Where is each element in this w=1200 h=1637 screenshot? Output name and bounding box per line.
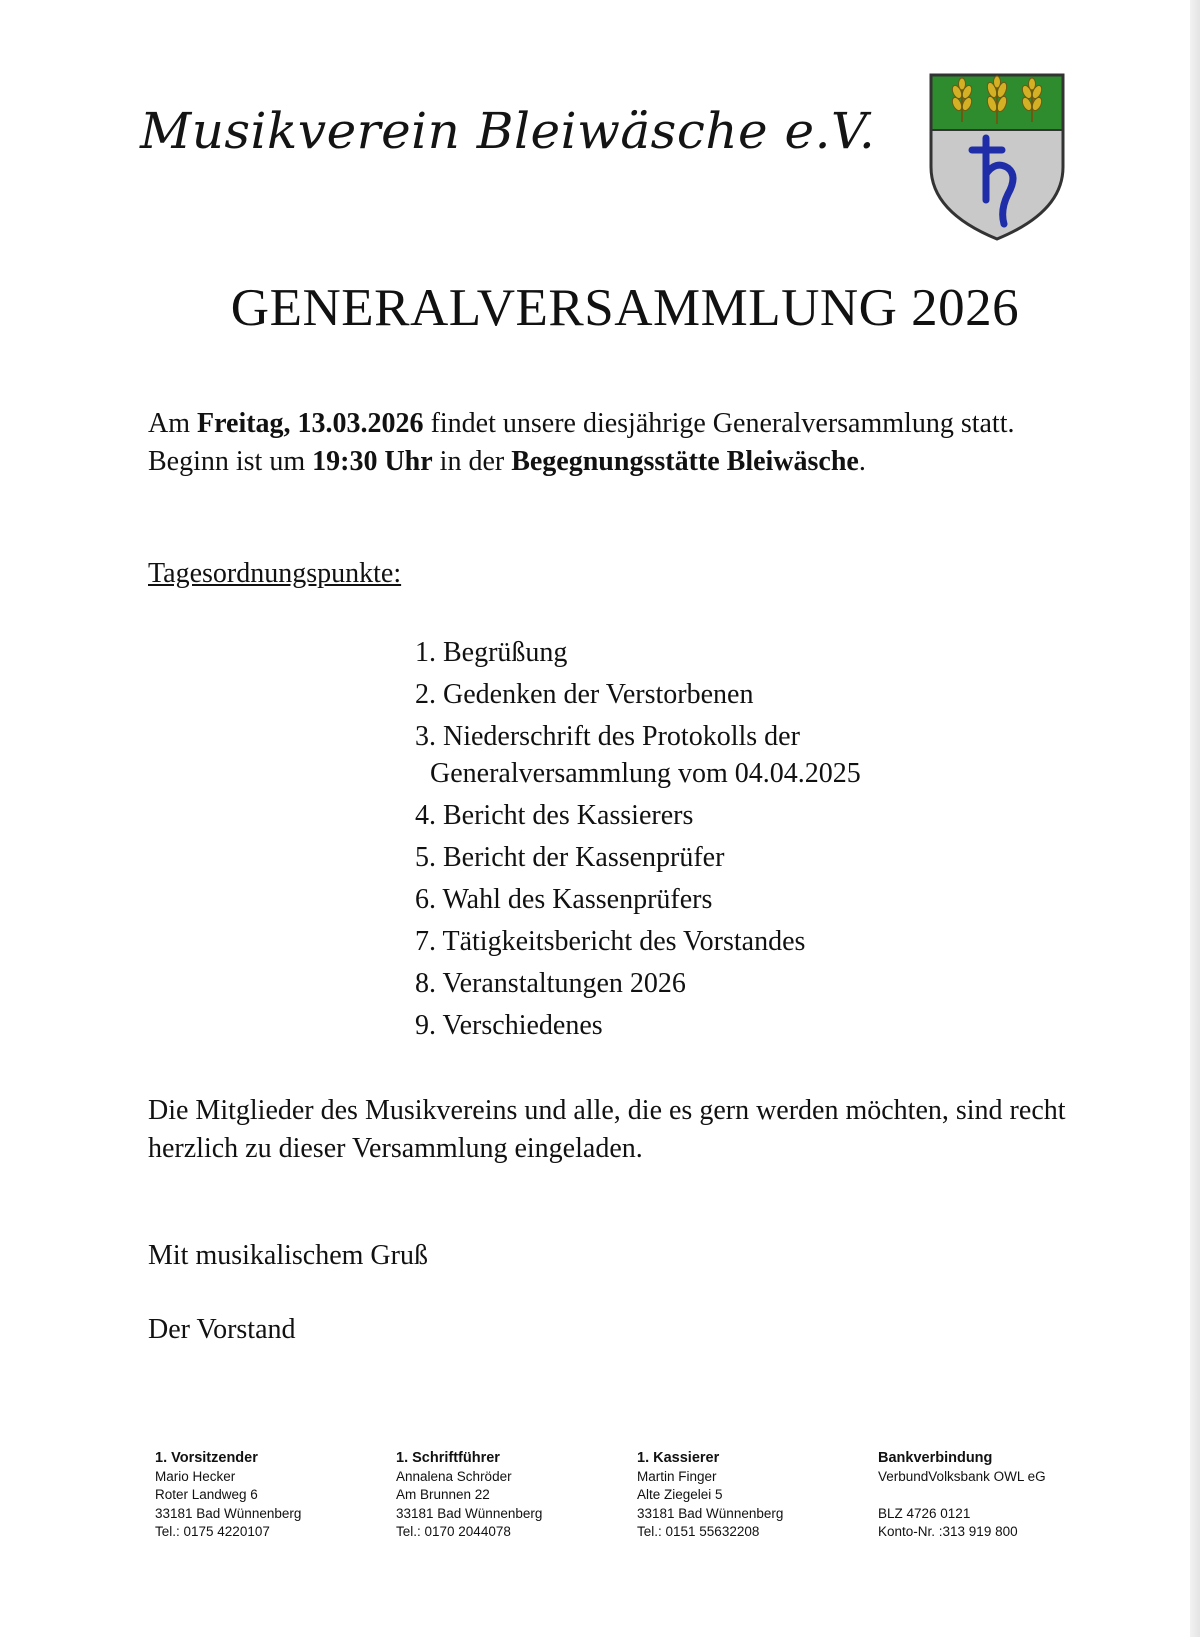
contact-street: Am Brunnen 22 <box>396 1487 490 1502</box>
footer-heading: 1. Kassierer <box>637 1450 720 1466</box>
agenda-item: 6. Wahl des Kassenprüfers <box>415 884 713 915</box>
club-name: Musikverein Bleiwäsche e.V. <box>140 102 876 160</box>
footer-secretary <box>396 1449 631 1542</box>
greeting: Mit musikalischem Gruß <box>148 1240 428 1271</box>
footer-heading: 1. Schriftführer <box>396 1450 500 1466</box>
footer-chair <box>155 1449 390 1542</box>
contact-phone: Tel.: 0170 2044078 <box>396 1524 511 1539</box>
contact-name: Martin Finger <box>637 1468 717 1484</box>
contact-phone: Tel.: 0175 4220107 <box>155 1524 270 1539</box>
meeting-venue: Begegnungsstätte Bleiwäsche <box>511 446 859 477</box>
contact-city: 33181 Bad Wünnenberg <box>155 1505 302 1521</box>
contact-city: 33181 Bad Wünnenberg <box>396 1505 543 1521</box>
contact-name: Mario Hecker <box>155 1468 236 1484</box>
contact-phone: Tel.: 0151 55632208 <box>637 1524 760 1539</box>
footer-bank <box>878 1449 1113 1542</box>
footer-heading: Bankverbindung <box>878 1450 993 1466</box>
intro-paragraph: Am Freitag, 13.03.2026 findet unsere diesjährige Generalversammlung statt. Beginn ist um 19:30 Uhr in der Begegnungsstätte Bleiwäsche. <box>148 408 1015 477</box>
meeting-time: 19:30 Uhr <box>312 446 433 477</box>
agenda-item: 7. Tätigkeitsbericht des Vorstandes <box>415 926 806 957</box>
meeting-date: Freitag, 13.03.2026 <box>197 408 424 439</box>
contact-city: 33181 Bad Wünnenberg <box>637 1505 784 1521</box>
contact-street: Roter Landweg 6 <box>155 1487 258 1502</box>
footer-heading: 1. Vorsitzender <box>155 1450 258 1466</box>
agenda-item-continuation: Generalversammlung vom 04.04.2025 <box>430 758 861 789</box>
page-edge <box>1190 0 1200 1637</box>
agenda-heading: Tagesordnungspunkte: <box>148 558 402 589</box>
agenda-item: 2. Gedenken der Verstorbenen <box>415 679 754 710</box>
closing-paragraph: Die Mitglieder des Musikvereins und alle, die es gern werden möchten, sind recht herzlich zu dieser Versammlung eingeladen. <box>148 1095 1066 1164</box>
coat-of-arms-logo <box>928 72 1066 242</box>
agenda-list <box>415 634 861 1049</box>
bank-code: BLZ 4726 0121 <box>878 1505 971 1521</box>
agenda-item: 4. Bericht des Kassierers <box>415 800 694 831</box>
account-number: Konto-Nr. :313 919 800 <box>878 1524 1018 1539</box>
footer-treasurer <box>637 1449 872 1542</box>
agenda-item: 3. Niederschrift des Protokolls der Generalversammlung vom 04.04.2025 <box>415 718 861 792</box>
agenda-item: 9. Verschiedenes <box>415 1010 603 1041</box>
agenda-item: 8. Veranstaltungen 2026 <box>415 968 686 999</box>
contact-street: Alte Ziegelei 5 <box>637 1487 723 1502</box>
contact-name: Annalena Schröder <box>396 1468 512 1484</box>
agenda-item: 1. Begrüßung <box>415 637 568 668</box>
bank-name: VerbundVolksbank OWL eG <box>878 1468 1046 1484</box>
signature: Der Vorstand <box>148 1314 296 1345</box>
page-title: GENERALVERSAMMLUNG 2026 <box>230 279 1020 337</box>
footer-spacer <box>878 1486 1113 1505</box>
agenda-item: 5. Bericht der Kassenprüfer <box>415 842 725 873</box>
